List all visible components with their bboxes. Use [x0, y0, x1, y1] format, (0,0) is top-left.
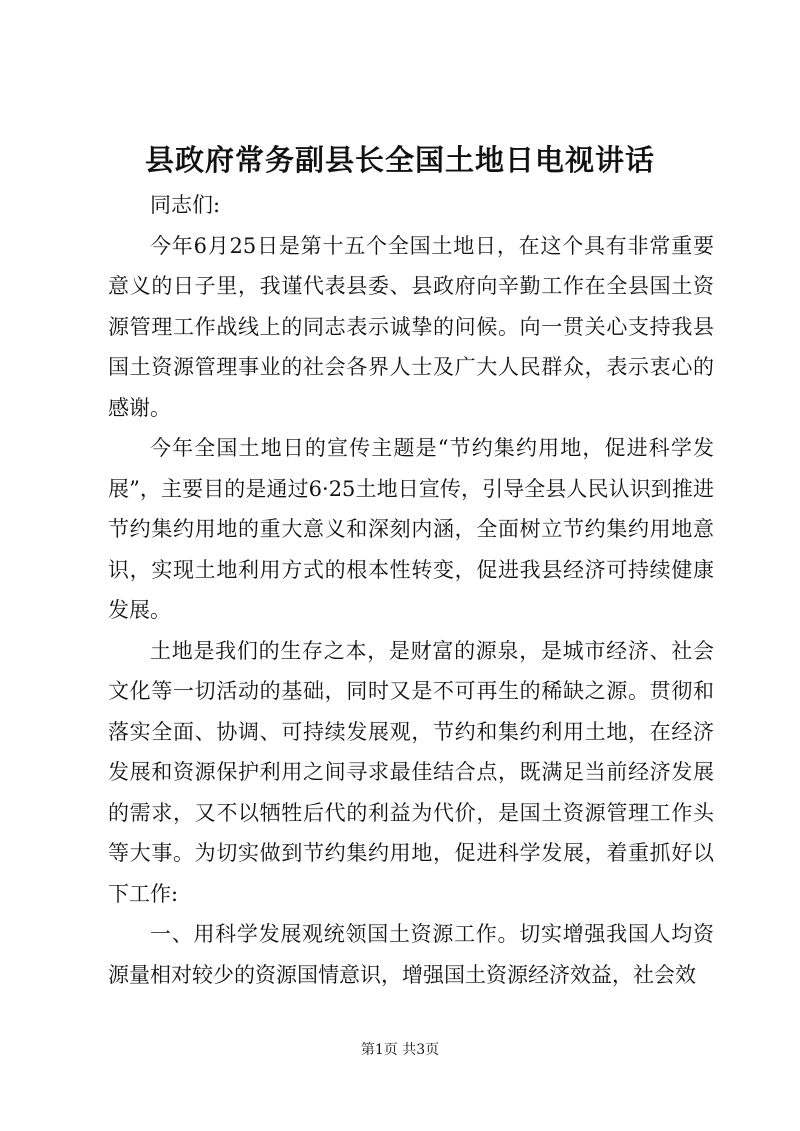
paragraph-2: 今年全国土地日的宣传主题是“节约集约用地，促进科学发展”，主要目的是通过6·25土地日宣传，引导全县人民认识到推进节约集约用地的重大意义和深刻内涵，全面树立节约集约用地意识，实现土地利用方式的根本性转变，促进我县经济可持续健康发展。 [108, 436, 714, 622]
document-body [108, 185, 714, 995]
document-title: 县政府常务副县长全国土地日电视讲话 [144, 143, 655, 177]
paragraph-3: 土地是我们的生存之本，是财富的源泉，是城市经济、社会文化等一切活动的基础，同时又是不可再生的稀缺之源。贯彻和落实全面、协调、可持续发展观，节约和集约利用土地，在经济发展和资源保护利用之间寻求最佳结合点，既满足当前经济发展的需求，又不以牺牲后代的利益为代价，是国土资源管理工作头等大事。为切实做到节约集约用地，促进科学发展，着重抓好以下工作: [108, 638, 714, 906]
paragraph-4: 一、用科学发展观统领国土资源工作。切实增强我国人均资源量相对较少的资源国情意识，增强国土资源经济效益，社会效 [108, 922, 714, 987]
salutation: 同志们: [150, 193, 221, 217]
paragraph-1: 今年6月25日是第十五个全国土地日，在这个具有非常重要意义的日子里，我谨代表县委、县政府向辛勤工作在全县国土资源管理工作战线上的同志表示诚挚的问候。向一贯关心支持我县国土资源管理事业的社会各界人士及广大人民群众，表示衷心的感谢。 [108, 233, 714, 420]
page-footer: 第1页 共3页 [360, 1042, 440, 1058]
